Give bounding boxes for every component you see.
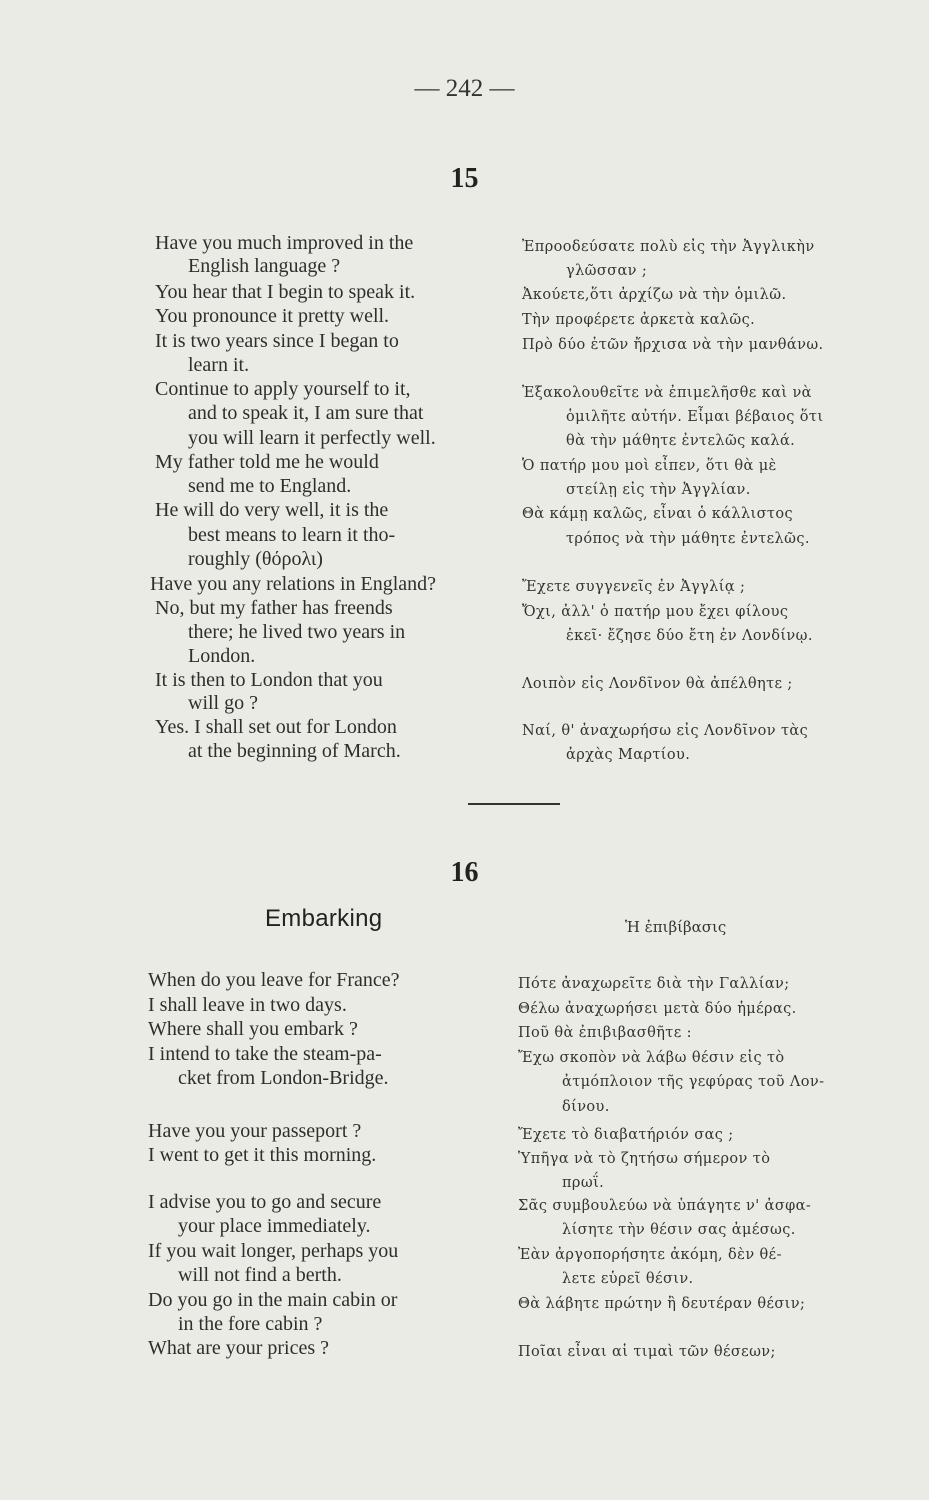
greek-line: ἀρχὰς Μαρτίου.: [566, 747, 691, 763]
greek-line: Ὄχι, ἀλλ' ὁ πατήρ μου ἔχει φίλους: [522, 604, 789, 620]
greek-line: ὁμιλῆτε αὐτήν. Εἶμαι βέβαιος ὅτι: [566, 409, 824, 425]
english-line: What are your prices ?: [148, 1337, 330, 1359]
greek-line: Σᾶς συμβουλεύω νὰ ὑπάγητε ν' ἀσφα-: [518, 1198, 812, 1214]
english-line: I went to get it this morning.: [148, 1144, 377, 1166]
greek-line: Ναί, θ' ἀναχωρήσω εἰς Λονδῖνον τὰς: [522, 723, 809, 739]
greek-line: Ποῖαι εἶναι αἱ τιμαὶ τῶν θέσεων;: [518, 1344, 776, 1360]
section-title: Embarking: [265, 905, 383, 932]
greek-line: Ἀκούετε,ὅτι ἀρχίζω νὰ τὴν ὁμιλῶ.: [522, 287, 787, 303]
english-line: Continue to apply yourself to it,: [155, 378, 411, 400]
greek-line: θὰ τὴν μάθητε ἐντελῶς καλά.: [566, 433, 796, 449]
english-line: English language ?: [188, 255, 341, 277]
greek-line: Λοιπὸν εἰς Λονδῖνον θὰ ἀπέλθητε ;: [522, 676, 793, 692]
greek-line: Πρὸ δύο ἐτῶν ἤρχισα νὰ τὴν μανθάνω.: [522, 337, 824, 353]
english-line: Do you go in the main cabin or: [148, 1289, 398, 1311]
english-line: It is two years since I began to: [155, 330, 399, 352]
english-line: learn it.: [188, 354, 250, 376]
greek-line: Ὑπῆγα νὰ τὸ ζητήσω σήμερον τὸ: [518, 1151, 771, 1167]
greek-line: στείλῃ εἰς τὴν Ἀγγλίαν.: [566, 482, 751, 498]
greek-line: Πότε ἀναχωρεῖτε διὰ τὴν Γαλλίαν;: [518, 976, 790, 992]
english-line: and to speak it, I am sure that: [188, 402, 424, 424]
english-line: It is then to London that you: [155, 669, 383, 691]
english-line: Yes. I shall set out for London: [155, 716, 397, 738]
greek-line: Ἔχω σκοπὸν νὰ λάβω θέσιν εἰς τὸ: [518, 1050, 785, 1066]
english-line: will not find a berth.: [178, 1264, 342, 1286]
greek-line: Ὁ πατήρ μου μοὶ εἶπεν, ὅτι θὰ μὲ: [522, 458, 777, 474]
english-line: Have you much improved in the: [155, 232, 414, 254]
greek-line: Ἐὰν ἀργοπορήσητε ἀκόμη, δὲν θέ-: [518, 1247, 782, 1263]
english-line: London.: [188, 645, 256, 667]
english-line: You pronounce it pretty well.: [155, 305, 390, 327]
greek-line: Ἐξακολουθεῖτε νὰ ἐπιμελῆσθε καὶ νὰ: [522, 385, 812, 401]
english-line: Where shall you embark ?: [148, 1018, 358, 1040]
page-number: — 242 —: [414, 75, 515, 102]
english-line: at the beginning of March.: [188, 740, 401, 762]
greek-line: Τὴν προφέρετε ἀρκετὰ καλῶς.: [522, 312, 756, 328]
english-line: If you wait longer, perhaps you: [148, 1240, 399, 1262]
english-line: roughly (θόρολι): [188, 548, 323, 570]
greek-line: τρόπος νὰ τὴν μάθητε ἐντελῶς.: [566, 531, 810, 547]
section-15-number: 15: [450, 163, 479, 194]
english-line: My father told me he would: [155, 451, 379, 473]
english-line: cket from London-Bridge.: [178, 1067, 389, 1089]
greek-line: ἐκεῖ· ἔζησε δύο ἔτη ἐν Λονδίνῳ.: [566, 628, 813, 644]
greek-line: γλῶσσαν ;: [566, 263, 648, 279]
greek-line: δίνου.: [562, 1099, 610, 1115]
greek-line: Ἐπροοδεύσατε πολὺ εἰς τὴν Ἀγγλικὴν: [522, 239, 815, 255]
greek-line: Ἔχετε τὸ διαβατήριόν σας ;: [518, 1127, 734, 1143]
greek-line: Θέλω ἀναχωρήσει μετὰ δύο ἡμέρας.: [518, 1001, 797, 1017]
english-line: there; he lived two years in: [188, 621, 406, 643]
english-line: No, but my father has freends: [155, 597, 393, 619]
greek-section-title: Ἡ ἐπιβίβασις: [625, 918, 727, 936]
greek-line: ἀτμόπλοιον τῆς γεφύρας τοῦ Λον-: [562, 1074, 825, 1090]
section-divider: [468, 803, 560, 805]
greek-line: πρωΐ.: [562, 1175, 605, 1191]
english-line: you will learn it perfectly well.: [188, 427, 436, 449]
english-line: in the fore cabin ?: [178, 1313, 323, 1335]
greek-line: Ἔχετε συγγενεῖς ἐν Ἀγγλίᾳ ;: [522, 579, 746, 595]
english-line: You hear that I begin to speak it.: [155, 281, 416, 303]
english-line: best means to learn it tho-: [188, 524, 396, 546]
english-line: I intend to take the steam-pa-: [148, 1043, 382, 1065]
greek-line: λετε εὑρεῖ θέσιν.: [562, 1271, 694, 1287]
english-line: Have you your passeport ?: [148, 1120, 362, 1142]
english-line: I shall leave in two days.: [148, 994, 347, 1016]
section-16-number: 16: [450, 857, 479, 888]
english-line: Have you any relations in England?: [150, 573, 437, 595]
greek-line: Θὰ λάβητε πρώτην ἢ δευτέραν θέσιν;: [518, 1296, 806, 1312]
english-line: send me to England.: [188, 475, 352, 497]
english-line: will go ?: [188, 692, 258, 714]
greek-line: Ποῦ θὰ ἐπιβιβασθῆτε :: [518, 1025, 692, 1041]
english-line: He will do very well, it is the: [155, 499, 389, 521]
english-line: your place immediately.: [178, 1215, 371, 1237]
greek-line: λίσητε τὴν θέσιν σας ἀμέσως.: [562, 1222, 796, 1238]
english-line: When do you leave for France?: [148, 969, 400, 991]
greek-line: Θὰ κάμῃ καλῶς, εἶναι ὁ κάλλιστος: [522, 506, 793, 522]
english-line: I advise you to go and secure: [148, 1191, 382, 1213]
